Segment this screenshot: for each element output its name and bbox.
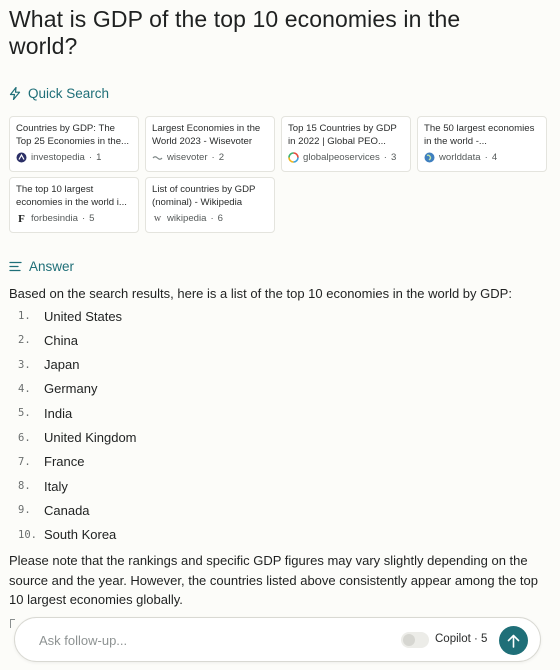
- source-separator: ·: [210, 213, 214, 224]
- source-card-title: List of countries by GDP (nominal) - Wikipedia: [152, 184, 256, 208]
- source-site: globalpeoservices: [303, 152, 380, 163]
- list-number: 2.: [18, 334, 31, 347]
- list-item: [0, 403, 72, 423]
- source-card-wikipedia[interactable]: [145, 177, 275, 233]
- source-site: worlddata: [439, 152, 481, 163]
- source-card-title: The 50 largest economies in the world -...: [424, 123, 535, 147]
- send-button[interactable]: [499, 626, 528, 655]
- source-index: 3: [391, 152, 397, 163]
- list-number: 9.: [18, 504, 31, 517]
- follow-up-composer: [14, 617, 541, 662]
- source-site: forbesindia: [31, 213, 78, 224]
- copilot-label: Copilot · 5: [435, 633, 488, 645]
- source-card-title: Top 15 Countries by GDP in 2022 | Global PEO...: [288, 123, 397, 147]
- answer-note: Please note that the rankings and specific GDP figures may vary slightly depending on the source and the year. However, the countries listed above consistently appear among the top 10 largest economies globally.: [9, 553, 538, 607]
- copilot-toggle[interactable]: [401, 632, 429, 648]
- list-item: [0, 500, 90, 520]
- list-number: 1.: [18, 310, 31, 322]
- source-card-title: Countries by GDP: The Top 25 Economies in the...: [16, 123, 130, 147]
- list-text: France: [44, 454, 85, 470]
- list-number: 5.: [18, 407, 31, 420]
- list-text: China: [44, 332, 78, 348]
- answer-intro: Based on the search results, here is a list of the top 10 economies in the world by GDP:: [9, 286, 512, 301]
- list-text: United States: [44, 308, 123, 324]
- source-separator: ·: [211, 152, 215, 163]
- toggle-knob: [403, 634, 415, 646]
- source-index: 6: [217, 213, 224, 224]
- source-separator: ·: [88, 152, 93, 163]
- list-item: [0, 476, 68, 496]
- source-site: wikipedia: [167, 213, 207, 224]
- source-separator: ·: [484, 152, 488, 163]
- answer-label: Answer: [29, 259, 75, 274]
- list-text: Italy: [44, 478, 68, 494]
- list-text: Japan: [44, 357, 80, 373]
- list-number: 10.: [18, 528, 37, 541]
- list-text: South Korea: [44, 527, 117, 543]
- source-card-worlddata[interactable]: [417, 116, 547, 172]
- forbes-icon: F: [18, 212, 25, 225]
- quick-search-label: Quick Search: [28, 86, 110, 101]
- list-text: Canada: [44, 502, 90, 518]
- source-index: 1: [96, 152, 102, 163]
- lightning-icon: [9, 87, 21, 100]
- source-card-title: Largest Economies in the World 2023 - Wisevoter: [152, 123, 261, 147]
- answer-lines-icon: [9, 261, 22, 272]
- list-number: 6.: [18, 431, 31, 444]
- source-separator: ·: [383, 152, 387, 163]
- source-index: 5: [89, 213, 95, 224]
- worlddata-globe-icon: [424, 152, 435, 163]
- list-number: 7.: [18, 455, 31, 468]
- globalpeoservices-icon: [288, 152, 299, 163]
- source-separator: ·: [81, 213, 86, 224]
- wisevoter-icon: [152, 152, 163, 163]
- source-card-forbesindia[interactable]: [9, 177, 139, 233]
- source-card-wisevoter[interactable]: [145, 116, 275, 172]
- source-index: 4: [491, 152, 498, 163]
- list-item: [0, 428, 137, 448]
- list-item: [0, 306, 122, 326]
- source-site: investopedia: [31, 152, 85, 163]
- source-site: wisevoter: [167, 152, 208, 163]
- arrow-up-icon: [507, 634, 520, 648]
- quick-search-header: [9, 86, 109, 101]
- list-item: [0, 452, 84, 472]
- source-card-title: The top 10 largest economies in the world i...: [16, 184, 127, 208]
- page-title: What is GDP of the top 10 economies in the world?: [9, 6, 461, 59]
- source-card-investopedia[interactable]: [9, 116, 139, 172]
- source-index: 2: [218, 152, 225, 163]
- list-number: 4.: [18, 382, 31, 395]
- wikipedia-icon: w: [153, 213, 162, 224]
- list-item: [0, 525, 116, 545]
- list-item: [0, 379, 97, 399]
- list-text: India: [44, 405, 73, 421]
- follow-up-input[interactable]: [39, 629, 379, 651]
- source-card-globalpeoservices[interactable]: [281, 116, 411, 172]
- list-text: Germany: [44, 381, 98, 397]
- partial-glyph: [10, 619, 15, 628]
- list-number: 3.: [18, 358, 31, 371]
- list-item: [0, 330, 78, 350]
- list-item: [0, 355, 79, 375]
- list-number: 8.: [18, 480, 31, 493]
- investopedia-icon: [16, 152, 27, 163]
- answer-header: [9, 259, 74, 274]
- list-text: United Kingdom: [44, 430, 137, 445]
